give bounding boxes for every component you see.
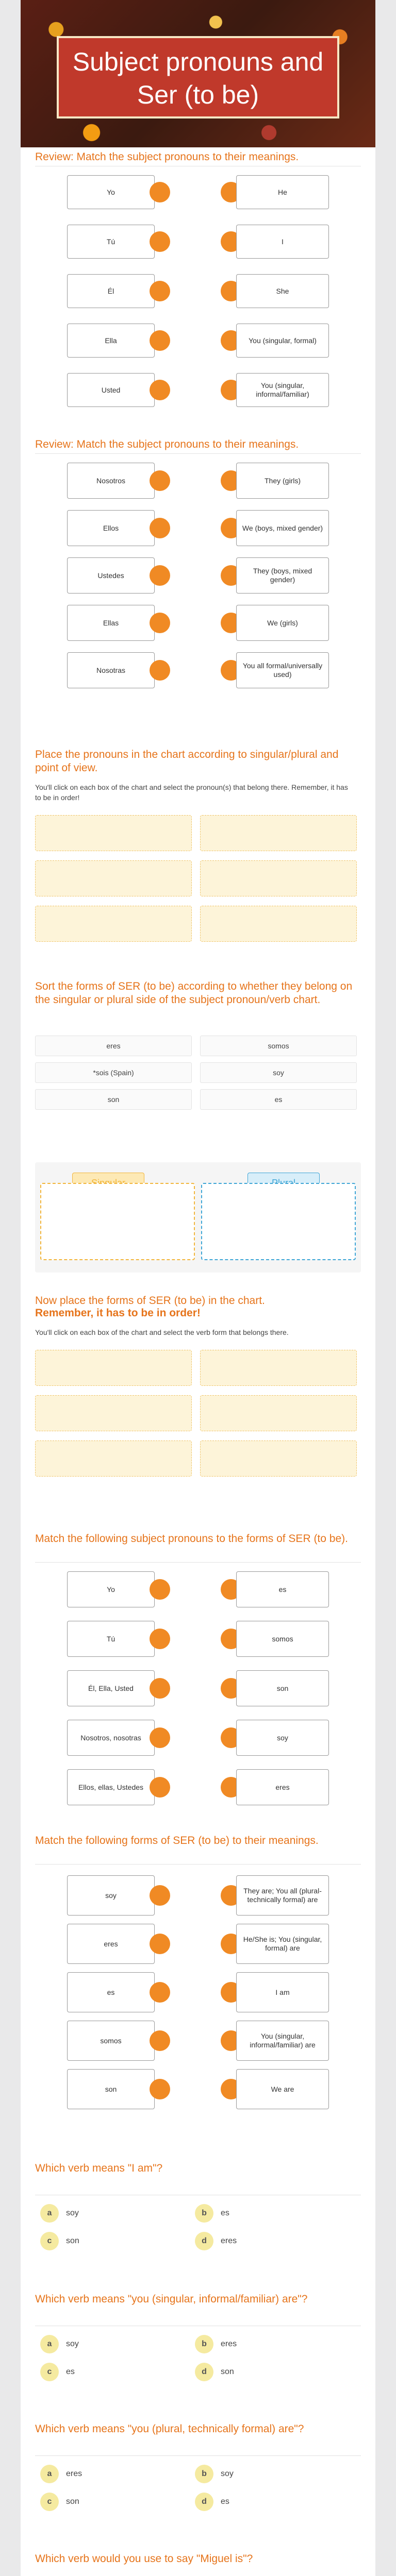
ser-word-tile[interactable]: son — [35, 1089, 192, 1110]
pronoun-right-item[interactable]: I — [236, 225, 329, 259]
meaning-match-right-item[interactable]: He/She is; You (singular, formal) are — [236, 1924, 329, 1964]
option-c-text[interactable]: son — [66, 2497, 79, 2506]
connector-dot[interactable] — [150, 1629, 170, 1649]
chart-slot[interactable] — [35, 815, 192, 851]
connector-dot[interactable] — [150, 1579, 170, 1600]
ser-match-left-item[interactable]: Él, Ella, Usted — [67, 1670, 155, 1706]
connector-dot[interactable] — [150, 1934, 170, 1954]
connector-dot[interactable] — [150, 2030, 170, 2051]
chart-slot[interactable] — [200, 815, 357, 851]
pronoun-left-item[interactable]: Ustedes — [67, 557, 155, 594]
meaning-match-right-item[interactable]: We are — [236, 2069, 329, 2109]
chart-slot[interactable] — [200, 906, 357, 942]
connector-dot[interactable] — [150, 330, 170, 351]
meaning-match-right-item[interactable]: They are; You all (plural-technically formal) are — [236, 1875, 329, 1916]
pronoun-right-item[interactable]: You (singular, formal) — [236, 324, 329, 358]
pronoun-right-item[interactable]: They (boys, mixed gender) — [236, 557, 329, 594]
connector-dot[interactable] — [150, 518, 170, 538]
connector-dot[interactable] — [150, 1678, 170, 1699]
divider — [35, 1864, 361, 1865]
pronoun-left-item[interactable]: Ellas — [67, 605, 155, 641]
meaning-match-left-item[interactable]: es — [67, 1972, 155, 2012]
meaning-match-right-item[interactable]: You (singular, informal/familiar) are — [236, 2021, 329, 2061]
pronoun-right-item[interactable]: We (boys, mixed gender) — [236, 510, 329, 546]
pronoun-right-item[interactable]: You all formal/universally used) — [236, 652, 329, 688]
pronoun-left-item[interactable]: Ella — [67, 324, 155, 358]
connector-dot[interactable] — [150, 660, 170, 681]
section-7-title: Match the following forms of SER (to be) to their meanings. — [35, 1835, 319, 1846]
option-a-text[interactable]: soy — [66, 2340, 79, 2348]
option-d-badge[interactable]: d — [195, 2493, 213, 2511]
option-a-text[interactable]: soy — [66, 2209, 79, 2217]
question-text: Which verb means "you (singular, informal/familiar) are"? — [35, 2293, 308, 2305]
option-d-text[interactable]: son — [221, 2367, 234, 2376]
autumn-leaves-banner — [21, 0, 375, 147]
option-b-text[interactable]: es — [221, 2209, 229, 2217]
ser-match-right-item[interactable]: son — [236, 1670, 329, 1706]
option-c-text[interactable]: es — [66, 2367, 75, 2376]
option-b-text[interactable]: soy — [221, 2469, 234, 2478]
question-text: Which verb means "you (plural, technically formal) are"? — [35, 2423, 304, 2435]
pronoun-left-item[interactable]: Tú — [67, 225, 155, 259]
chart-slot[interactable] — [200, 1350, 357, 1386]
connector-dot[interactable] — [150, 565, 170, 586]
section-2-title: Review: Match the subject pronouns to their meanings. — [35, 438, 299, 450]
page-title: Subject pronouns and Ser (to be) — [57, 36, 339, 118]
pronoun-left-item[interactable]: Nosotros — [67, 463, 155, 499]
pronoun-left-item[interactable]: Usted — [67, 373, 155, 407]
pronoun-right-item[interactable]: They (girls) — [236, 463, 329, 499]
option-a-badge[interactable]: a — [40, 2335, 59, 2353]
section-5-instructions: You'll click on each box of the chart and select the verb form that belongs there. — [35, 1328, 289, 1336]
ser-match-left-item[interactable]: Yo — [67, 1571, 155, 1607]
meaning-match-right-item[interactable]: I am — [236, 1972, 329, 2012]
option-a-text[interactable]: eres — [66, 2469, 82, 2478]
section-5-subtitle: Remember, it has to be in order! — [35, 1307, 201, 1319]
option-d-badge[interactable]: d — [195, 2363, 213, 2381]
chart-slot[interactable] — [35, 906, 192, 942]
option-d-text[interactable]: eres — [221, 2236, 237, 2245]
pronoun-right-item[interactable]: She — [236, 274, 329, 308]
ser-word-tile[interactable]: somos — [200, 1036, 357, 1056]
ser-word-tile[interactable]: es — [200, 1089, 357, 1110]
chart-slot[interactable] — [200, 860, 357, 896]
pronoun-right-item[interactable]: You (singular, informal/familiar) — [236, 373, 329, 407]
question-text: Which verb means "I am"? — [35, 2162, 163, 2174]
chart-slot[interactable] — [35, 1350, 192, 1386]
chart-slot[interactable] — [35, 1440, 192, 1477]
meaning-match-left-item[interactable]: somos — [67, 2021, 155, 2061]
ser-word-tile[interactable]: *sois (Spain) — [35, 1062, 192, 1083]
option-d-badge[interactable]: d — [195, 2232, 213, 2250]
option-c-badge[interactable]: c — [40, 2232, 59, 2250]
connector-dot[interactable] — [150, 182, 170, 202]
connector-dot[interactable] — [150, 1885, 170, 1906]
chart-slot[interactable] — [200, 1440, 357, 1477]
connector-dot[interactable] — [150, 1777, 170, 1798]
ser-match-right-item[interactable]: eres — [236, 1769, 329, 1805]
pronoun-left-item[interactable]: Nosotras — [67, 652, 155, 688]
pronoun-left-item[interactable]: Ellos — [67, 510, 155, 546]
connector-dot[interactable] — [150, 1727, 170, 1748]
connector-dot[interactable] — [150, 231, 170, 252]
plural-dropzone[interactable] — [201, 1183, 356, 1260]
meaning-match-left-item[interactable]: eres — [67, 1924, 155, 1964]
option-d-text[interactable]: es — [221, 2497, 229, 2506]
connector-dot[interactable] — [150, 281, 170, 301]
ser-word-tile[interactable]: eres — [35, 1036, 192, 1056]
option-c-text[interactable]: son — [66, 2236, 79, 2245]
pronoun-right-item[interactable]: We (girls) — [236, 605, 329, 641]
option-b-badge[interactable]: b — [195, 2465, 213, 2483]
section-3-title: Place the pronouns in the chart according to singular/plural and point of view. — [35, 749, 339, 774]
connector-dot[interactable] — [150, 1982, 170, 2003]
divider — [35, 2455, 361, 2456]
chart-slot[interactable] — [35, 860, 192, 896]
ser-match-right-item[interactable]: somos — [236, 1621, 329, 1657]
ser-match-right-item[interactable]: soy — [236, 1720, 329, 1756]
worksheet-page — [21, 0, 375, 2576]
ser-match-left-item[interactable]: Nosotros, nosotras — [67, 1720, 155, 1756]
option-b-badge[interactable]: b — [195, 2335, 213, 2353]
section-6-title: Match the following subject pronouns to the forms of SER (to be). — [35, 1533, 348, 1545]
ser-match-right-item[interactable]: es — [236, 1571, 329, 1607]
pronoun-left-item[interactable]: Yo — [67, 175, 155, 209]
ser-match-left-item[interactable]: Tú — [67, 1621, 155, 1657]
option-c-badge[interactable]: c — [40, 2363, 59, 2381]
chart-slot[interactable] — [35, 1395, 192, 1431]
section-5-title: Now place the forms of SER (to be) in the chart. — [35, 1295, 265, 1307]
connector-dot[interactable] — [150, 613, 170, 633]
ser-word-tile[interactable]: soy — [200, 1062, 357, 1083]
singular-dropzone[interactable] — [40, 1183, 195, 1260]
option-b-badge[interactable]: b — [195, 2204, 213, 2223]
chart-slot[interactable] — [200, 1395, 357, 1431]
ser-match-left-item[interactable]: Ellos, ellas, Ustedes — [67, 1769, 155, 1805]
connector-dot[interactable] — [150, 380, 170, 400]
divider — [35, 1562, 361, 1563]
meaning-match-left-item[interactable]: soy — [67, 1875, 155, 1916]
divider — [35, 453, 361, 454]
option-b-text[interactable]: eres — [221, 2340, 237, 2348]
section-1-title: Review: Match the subject pronouns to their meanings. — [35, 151, 299, 163]
connector-dot[interactable] — [150, 470, 170, 491]
connector-dot[interactable] — [150, 2079, 170, 2099]
pronoun-left-item[interactable]: Él — [67, 274, 155, 308]
option-c-badge[interactable]: c — [40, 2493, 59, 2511]
option-a-badge[interactable]: a — [40, 2204, 59, 2223]
option-a-badge[interactable]: a — [40, 2465, 59, 2483]
section-3-instructions: You'll click on each box of the chart and select the pronoun(s) that belong there. Remember, it has to be in order! — [35, 783, 348, 802]
pronoun-right-item[interactable]: He — [236, 175, 329, 209]
meaning-match-left-item[interactable]: son — [67, 2069, 155, 2109]
section-4-title: Sort the forms of SER (to be) according to whether they belong on the singular or plural side of the subject pronoun/verb chart. — [35, 980, 353, 1006]
question-text: Which verb would you use to say "Miguel is"? — [35, 2553, 253, 2565]
